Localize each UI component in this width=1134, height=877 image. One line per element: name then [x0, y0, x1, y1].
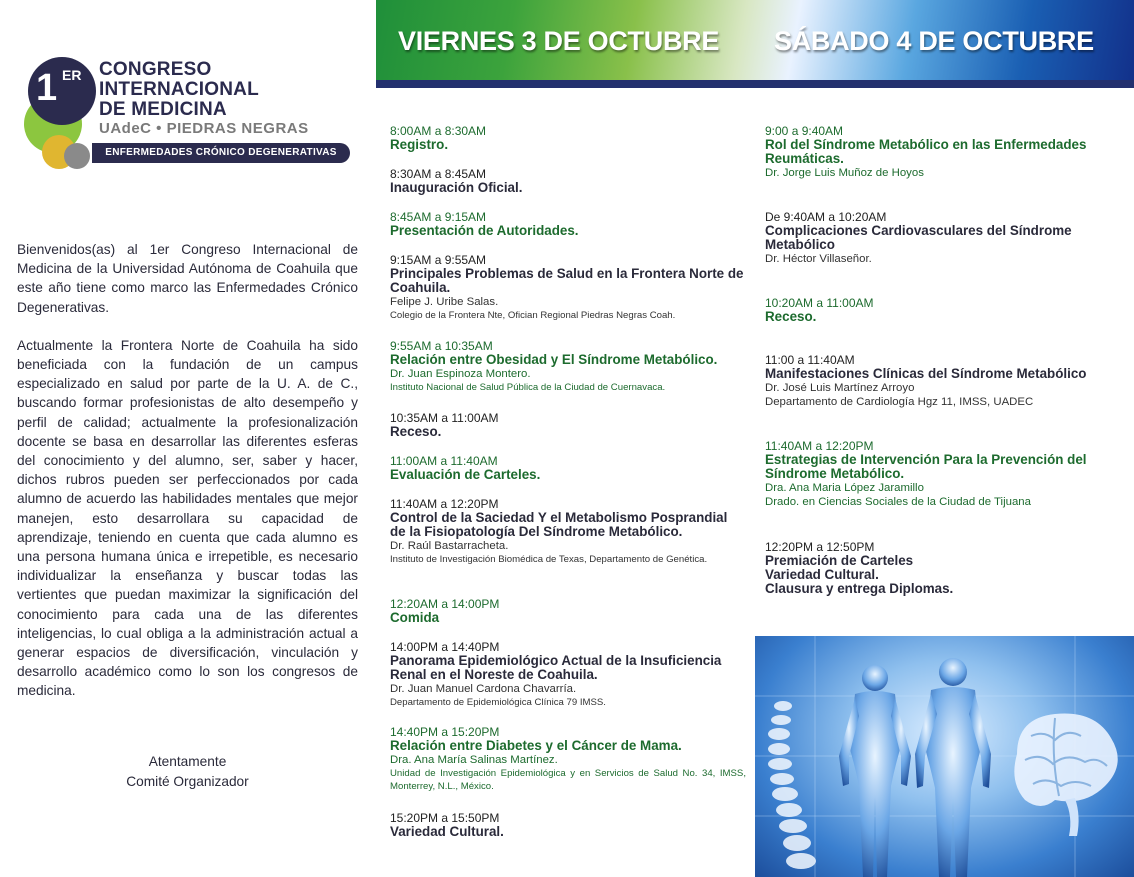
- schedule-item: [390, 726, 746, 793]
- item-time: De 9:40AM a 10:20AM: [765, 210, 887, 224]
- item-title-3: Clausura y entrega Diplomas.: [765, 581, 954, 596]
- schedule-item: [390, 641, 746, 709]
- item-time: 11:00AM a 11:40AM: [390, 454, 498, 468]
- intro-text: [17, 240, 358, 720]
- item-title: Panorama Epidemiológico Actual de la Insuficiencia Renal en el Noreste de Coahuila.: [390, 653, 722, 682]
- schedule-item: [765, 211, 1123, 266]
- item-speaker: Dr. Jorge Luis Muñoz de Hoyos: [765, 167, 924, 179]
- item-time: 10:20AM a 11:00AM: [765, 296, 874, 310]
- schedule-item: [390, 340, 746, 394]
- schedule-item: [390, 125, 746, 152]
- item-title: Registro.: [390, 137, 449, 152]
- schedule-item: [390, 168, 746, 195]
- item-organization: Unidad de Investigación Epidemiológica y en Servicios de Salud No. 34, IMSS, Monterrey, N.L., México.: [390, 768, 746, 792]
- item-title: Complicaciones Cardiovasculares del Síndrome Metabólico: [765, 223, 1072, 252]
- item-organization: Instituto de Investigación Biomédica de Texas, Departamento de Genética.: [390, 554, 708, 565]
- intro-paragraph-1: Bienvenidos(as) al 1er Congreso Internacional de Medicina de la Universidad Autónoma de Coahuila que este año tiene como marco las Enfermedades Crónico Degenerativas.: [17, 242, 358, 315]
- anatomy-figures-icon: [755, 636, 1134, 877]
- item-time: 12:20AM a 14:00PM: [390, 597, 500, 611]
- item-speaker: Dr. José Luis Martínez Arroyo: [765, 382, 915, 394]
- item-time: 9:55AM a 10:35AM: [390, 339, 493, 353]
- item-title: Control de la Saciedad Y el Metabolismo Posprandial de la Fisiopatología Del Síndrome Metabólico.: [390, 510, 728, 539]
- item-time: 9:00 a 9:40AM: [765, 124, 844, 138]
- schedule-item: [390, 812, 746, 839]
- day-heading-saturday: SÁBADO 4 DE OCTUBRE: [774, 26, 1094, 56]
- item-title-2: Variedad Cultural.: [765, 567, 879, 582]
- item-time: 12:20PM a 12:50PM: [765, 540, 875, 554]
- day-heading-friday: VIERNES 3 DE OCTUBRE: [398, 26, 720, 56]
- item-title: Rol del Síndrome Metabólico en las Enfermedades Reumáticas.: [765, 137, 1087, 166]
- item-title: Relación entre Obesidad y El Síndrome Metabólico.: [390, 352, 718, 367]
- item-speaker: Dra. Ana Maria López Jaramillo: [765, 482, 924, 494]
- item-title: Principales Problemas de Salud en la Frontera Norte de Coahuila.: [390, 266, 744, 295]
- item-organization: Drado. en Ciencias Sociales de la Ciudad de Tijuana: [765, 496, 1031, 508]
- item-title: Receso.: [765, 309, 817, 324]
- closing-signature: [17, 752, 358, 791]
- schedule-item: [765, 354, 1123, 409]
- item-time: 8:30AM a 8:45AM: [390, 167, 487, 181]
- item-speaker: Dr. Héctor Villaseñor.: [765, 253, 872, 265]
- item-time: 11:00 a 11:40AM: [765, 353, 855, 367]
- schedule-item: [765, 125, 1123, 180]
- item-organization: Departamento de Cardiología Hgz 11, IMSS, UADEC: [765, 396, 1034, 408]
- item-speaker: Felipe J. Uribe Salas.: [390, 296, 499, 308]
- closing-line-2: Comité Organizador: [126, 773, 249, 789]
- schedule-item: [390, 455, 746, 482]
- logo-line3: DE MEDICINA: [99, 99, 227, 120]
- item-title: Manifestaciones Clínicas del Síndrome Metabólico: [765, 366, 1087, 381]
- schedule-item: [390, 412, 746, 439]
- header-bottom-band: [376, 80, 1134, 88]
- item-title: Estrategias de Intervención Para la Prevención del Síndrome Metabólico.: [765, 452, 1087, 481]
- logo-number: 1: [36, 67, 58, 109]
- item-time: 15:20PM a 15:50PM: [390, 811, 500, 825]
- intro-paragraph-2: Actualmente la Frontera Norte de Coahuila ha sido beneficiada con la fundación de un campus especializado en salud por parte de la U. A. de C., buscando formar profesionistas de alto desempeño y perfil de calidad; actualmente la profesionalización docente se basa en desarrollar las diferentes esferas del conocimiento y del alumno, ser, saber y hacer, dichos rubros pueden ser perfeccionados por cada alumno de acuerdo las habilidades mentales que mejor manejen, esto desarrollara su capacidad de aprendizaje, teniendo en cuenta que cada alumno es una persona humana única e irrepetible, es necesario individualizar la enseñanza y buscar todas las vertientes que puedan maximizar la significación del conocimiento para cada una de las diferentes inteligencias, lo cual obliga a la administración actual a generar espacios de diversificación, vinculación y desarrollo académico como lo son los congresos de medicina.: [17, 337, 358, 699]
- item-organization: Instituto Nacional de Salud Pública de la Ciudad de Cuernavaca.: [390, 382, 666, 393]
- item-title: Evaluación de Carteles.: [390, 467, 541, 482]
- logo-gray-circle: [64, 143, 90, 169]
- item-title: Variedad Cultural.: [390, 824, 504, 839]
- item-time: 8:00AM a 8:30AM: [390, 124, 487, 138]
- item-speaker: Dr. Raúl Bastarracheta.: [390, 540, 509, 552]
- item-time: 10:35AM a 11:00AM: [390, 411, 499, 425]
- item-speaker: Dra. Ana María Salinas Martínez.: [390, 754, 558, 766]
- schedule-item: [390, 598, 746, 625]
- item-time: 11:40AM a 12:20PM: [765, 439, 874, 453]
- logo-title: [99, 60, 259, 120]
- schedule-item: [765, 440, 1123, 509]
- closing-line-1: Atentamente: [148, 754, 227, 769]
- item-speaker: Dr. Juan Manuel Cardona Chavarría.: [390, 683, 577, 695]
- item-title: Relación entre Diabetes y el Cáncer de Mama.: [390, 738, 682, 753]
- item-time: 14:40PM a 15:20PM: [390, 725, 500, 739]
- item-title: Inauguración Oficial.: [390, 180, 523, 195]
- item-time: 9:15AM a 9:55AM: [390, 253, 487, 267]
- logo-superscript: ER: [62, 67, 82, 83]
- anatomy-illustration: [755, 636, 1134, 877]
- schedule-item: [765, 297, 1123, 324]
- item-title: Comida: [390, 610, 440, 625]
- schedule-item: [390, 254, 746, 322]
- schedule-header: [376, 0, 1134, 88]
- item-speaker: Dr. Juan Espinoza Montero.: [390, 368, 531, 380]
- item-organization: Colegio de la Frontera Nte, Ofician Regional Piedras Negras Coah.: [390, 310, 676, 321]
- logo-subtitle-band: ENFERMEDADES CRÓNICO DEGENERATIVAS: [92, 143, 350, 163]
- logo-line1: CONGRESO: [99, 59, 212, 80]
- item-organization: Departamento de Epidemiológica Clínica 79 IMSS.: [390, 697, 606, 708]
- logo-line2: INTERNACIONAL: [99, 79, 259, 100]
- item-title: Presentación de Autoridades.: [390, 223, 579, 238]
- item-title: Premiación de Carteles: [765, 553, 914, 568]
- schedule-item: [765, 541, 1123, 596]
- logo-institution: UAdeC • PIEDRAS NEGRAS: [99, 120, 309, 137]
- item-time: 14:00PM a 14:40PM: [390, 640, 500, 654]
- schedule-item: [390, 498, 746, 566]
- item-time: 8:45AM a 9:15AM: [390, 210, 487, 224]
- item-title: Receso.: [390, 424, 442, 439]
- schedule-item: [390, 211, 746, 238]
- congress-logo: [22, 55, 362, 175]
- item-time: 11:40AM a 12:20PM: [390, 497, 499, 511]
